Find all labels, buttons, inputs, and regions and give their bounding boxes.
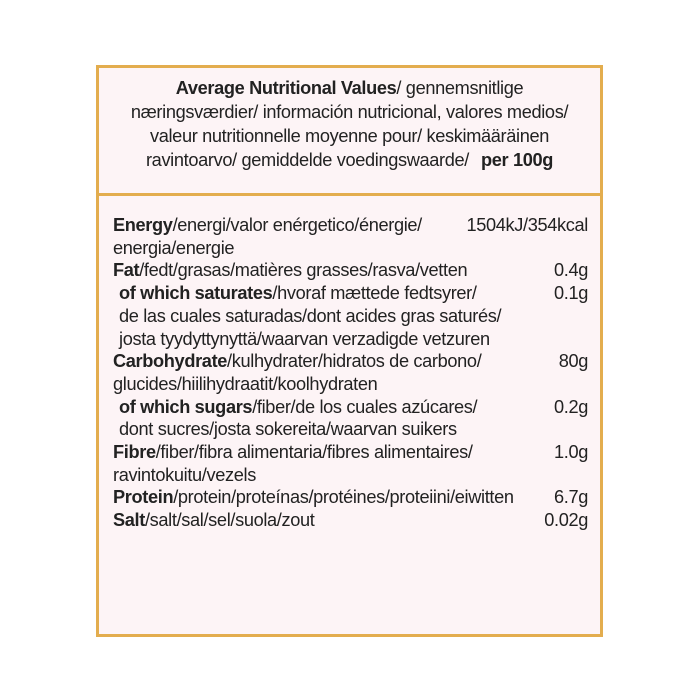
nutrient-translations-line: ravintokuitu/vezels bbox=[113, 464, 256, 485]
nutrient-value: 1504kJ/354kcal bbox=[466, 215, 588, 235]
header-divider bbox=[99, 193, 600, 196]
nutrient-translations-line: dont sucres/josta sokereita/waarvan suikers bbox=[119, 419, 457, 440]
nutrient-value: 0.4g bbox=[554, 260, 588, 281]
nutrient-label bbox=[113, 282, 588, 305]
nutrient-translations: /hvoraf mættede fedtsyrer/ bbox=[272, 283, 477, 304]
nutrient-name: Energy bbox=[113, 215, 173, 235]
nutrient-translations: /salt/sal/sel/suola/zout bbox=[144, 510, 315, 531]
nutrition-label bbox=[96, 65, 603, 637]
nutrient-row-carbohydrate bbox=[113, 350, 588, 395]
nutrient-value: 6.7g bbox=[554, 487, 588, 508]
nutrient-value: 0.1g bbox=[554, 283, 588, 304]
nutrient-label bbox=[113, 259, 588, 282]
nutrient-row-sugars bbox=[113, 396, 588, 441]
nutrient-row-fat bbox=[113, 259, 588, 282]
nutrient-name: Fibre bbox=[113, 442, 156, 463]
nutrient-row-salt bbox=[113, 509, 588, 532]
nutrient-name: Carbohydrate bbox=[113, 351, 228, 372]
nutrient-translations: /fiber/de los cuales azúcares/ bbox=[252, 396, 478, 417]
nutrition-rows bbox=[113, 214, 588, 532]
nutrient-row-fibre bbox=[113, 441, 588, 486]
nutrient-translations-line: de las cuales saturadas/dont acides gras saturés/ bbox=[119, 305, 502, 326]
nutrient-row-protein bbox=[113, 486, 588, 509]
nutrient-translations: /fiber/fibra alimentaria/fibres alimentaires/ bbox=[155, 442, 473, 463]
nutrient-name: of which saturates bbox=[119, 283, 273, 304]
nutrient-label bbox=[113, 486, 588, 509]
nutrient-row-energy bbox=[113, 214, 588, 259]
nutrient-translations: /energi/valor enérgetico/énergie/ bbox=[172, 215, 422, 235]
per-100g-label: per 100g bbox=[481, 150, 554, 170]
nutrient-label bbox=[113, 350, 588, 373]
nutrient-value: 0.02g bbox=[544, 510, 588, 531]
header-line-1 bbox=[99, 76, 600, 100]
nutrient-label bbox=[113, 396, 588, 419]
header-line-2: næringsværdier/ información nutricional, valores medios/ bbox=[130, 102, 569, 122]
nutrient-name: Protein bbox=[113, 487, 174, 508]
nutrient-row-saturates bbox=[113, 282, 588, 350]
nutrient-label bbox=[113, 441, 588, 464]
header-title: Average Nutritional Values bbox=[175, 78, 397, 98]
nutrient-translations: /kulhydrater/hidratos de carbono/ bbox=[227, 351, 482, 372]
nutrient-translations: /fedt/grasas/matières grasses/rasva/vetten bbox=[139, 260, 468, 281]
nutrient-translations-line: josta tyydyttynyttä/waarvan verzadigde vetzuren bbox=[119, 328, 490, 349]
nutrient-translations-line: energia/energie bbox=[113, 237, 235, 258]
nutrient-name: Fat bbox=[113, 260, 140, 281]
nutrient-translations-line: glucides/hiilihydraatit/koolhydraten bbox=[113, 373, 378, 394]
nutrient-value: 80g bbox=[558, 351, 588, 372]
nutrient-translations: /protein/proteínas/protéines/proteiini/eiwitten bbox=[173, 487, 514, 508]
nutrition-header bbox=[99, 68, 600, 194]
nutrient-label bbox=[113, 509, 588, 532]
header-line-3: valeur nutritionnelle moyenne pour/ keskimääräinen bbox=[149, 126, 550, 146]
nutrient-value: 1.0g bbox=[554, 442, 588, 463]
nutrient-name: of which sugars bbox=[119, 396, 253, 417]
nutrient-value: 0.2g bbox=[554, 396, 588, 417]
header-line-4 bbox=[99, 148, 600, 172]
header-line-1-text: / gennemsnitlige bbox=[396, 78, 524, 98]
nutrient-name: Salt bbox=[113, 510, 145, 531]
header-line-4-text: ravintoarvo/ gemiddelde voedingswaarde/ bbox=[145, 150, 469, 170]
